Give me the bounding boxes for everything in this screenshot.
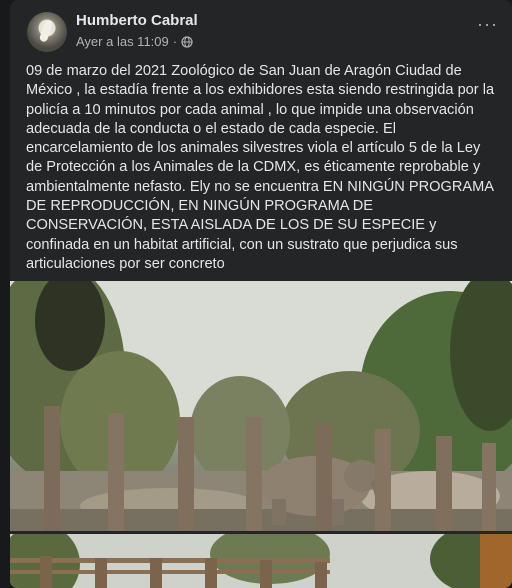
meta-separator: · xyxy=(172,34,178,49)
author-name[interactable]: Humberto Cabral xyxy=(76,12,198,29)
more-options-icon[interactable]: ··· xyxy=(477,14,498,34)
post-header xyxy=(10,8,512,56)
author-avatar[interactable] xyxy=(27,12,67,52)
globe-icon[interactable] xyxy=(181,36,193,48)
post-timestamp[interactable]: Ayer a las 11:09 xyxy=(76,34,169,49)
post-body-text: 09 de marzo del 2021 Zoológico de San Juan de Aragón Ciudad de México , la estadía frente a los exhibidores esta siendo restringida por la policía a 10 minutos por cada animal , lo que impide una observación adecuada de la conducta o el estado de cada especie. El encarcelamiento de los animales silvestres viola el artículo 5 de la Ley de Protección a los Animales de la CDMX, es éticamente reprobable y ambientalmente nefasto. Ely no se encuentra EN NINGÚN PROGRAMA DE REPRODUCCIÓN, EN NINGÚN PROGRAMA DE CONSERVACIÓN, ESTA AISLADA DE LOS DE SU ESPECIE y confinada en un habitat artificial, con un sustrato que perjudica sus articulaciones por ser concreto xyxy=(26,63,495,272)
facebook-post-card xyxy=(10,0,512,588)
post-meta xyxy=(76,34,193,49)
elephant-in-enclosure-photo[interactable] xyxy=(10,281,512,531)
zoo-fence-photo[interactable] xyxy=(10,534,512,588)
